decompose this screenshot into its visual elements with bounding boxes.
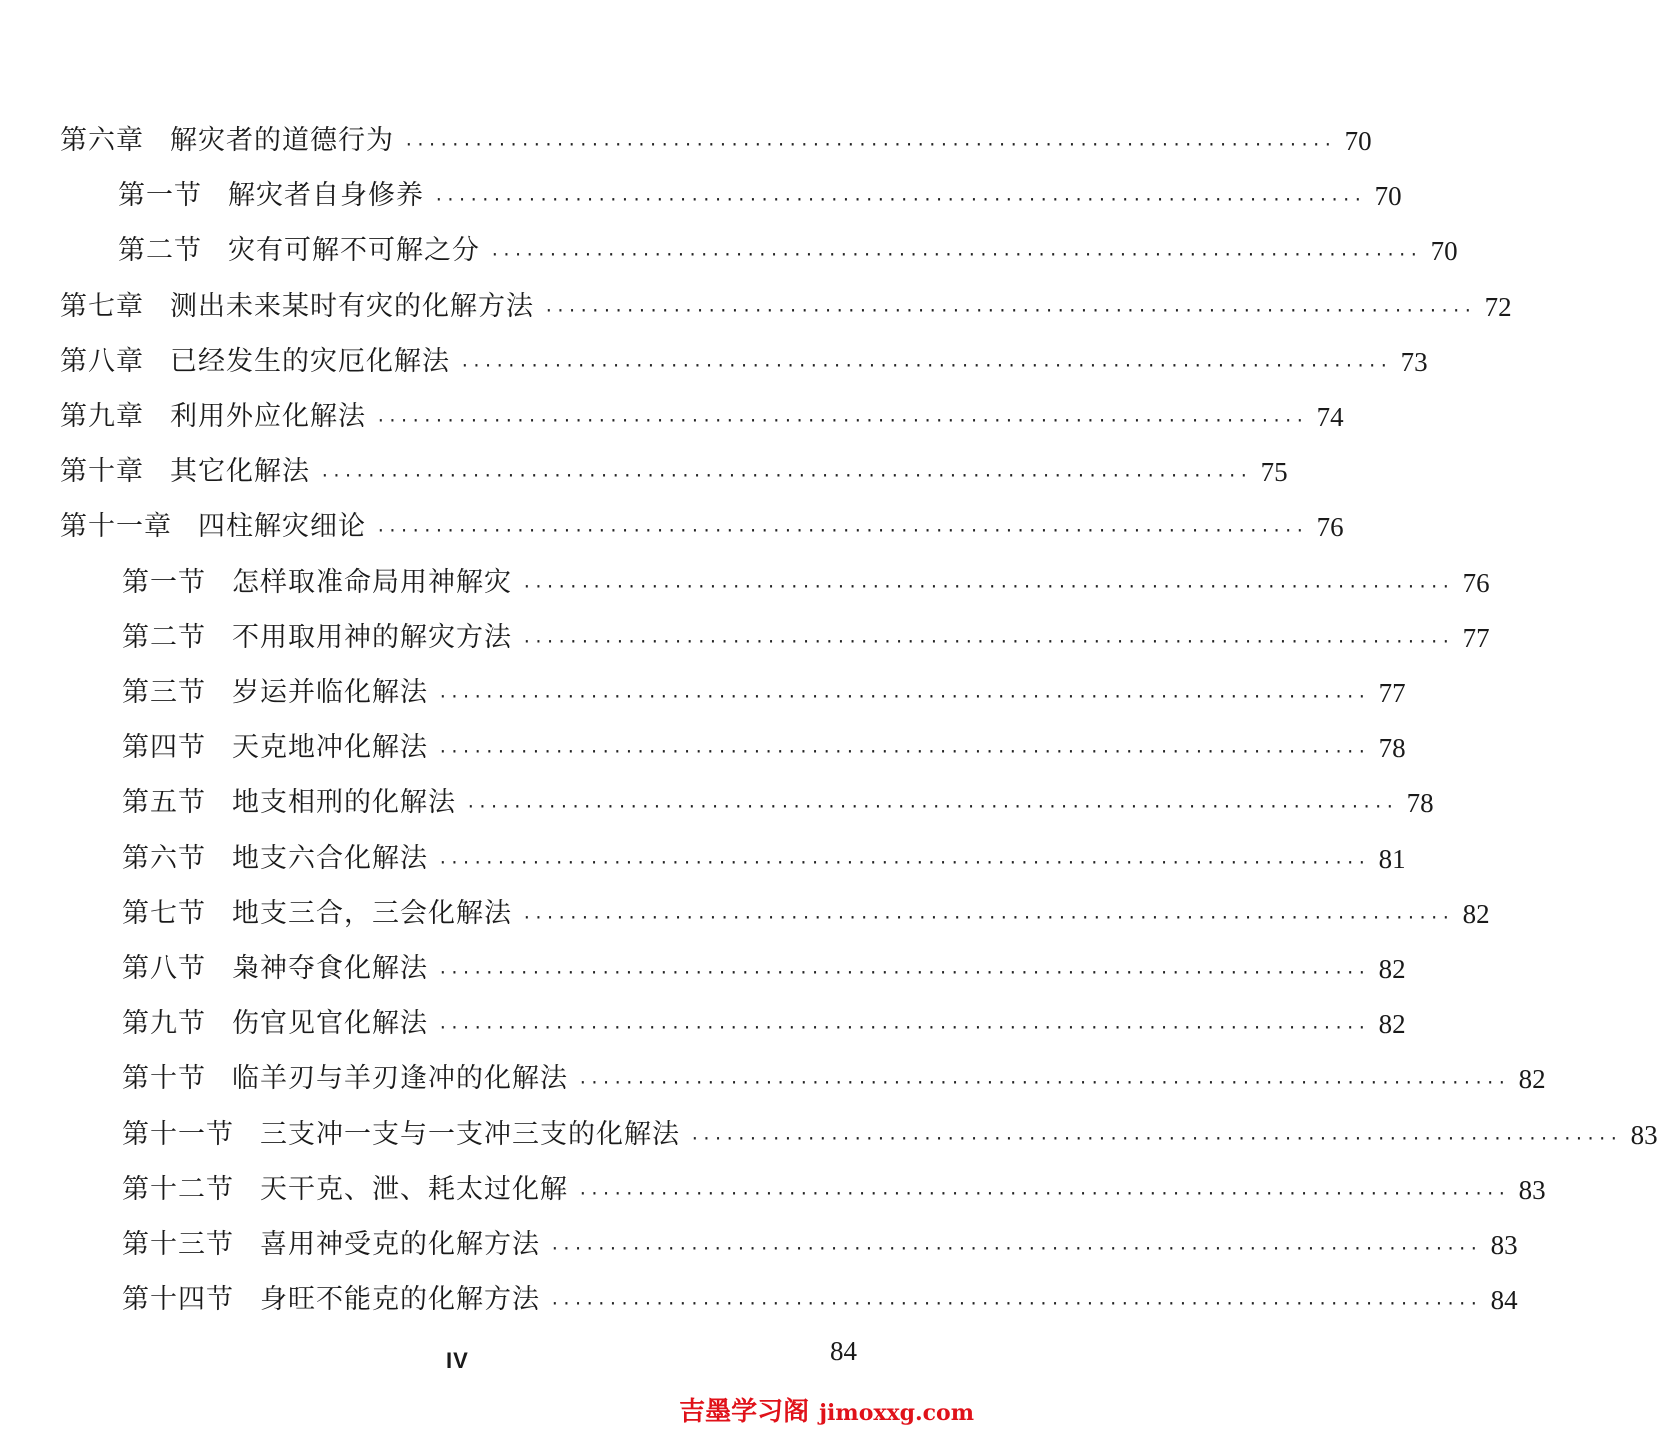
toc-dot-leader: ················································································ — [438, 687, 1369, 706]
toc-entry-page-number: 82 — [1378, 954, 1406, 984]
toc-entry-page-number: 77 — [1462, 623, 1490, 653]
toc-dot-leader: ················································································ — [320, 466, 1251, 485]
toc-chapter-entry — [60, 287, 1512, 327]
toc-entry-label: 第十三节 — [122, 1229, 234, 1260]
toc-entry-label: 第十章 — [60, 456, 144, 487]
toc-entry-title: 解灾者的道德行为 — [170, 125, 394, 156]
toc-entry-label: 第十二节 — [122, 1174, 234, 1205]
toc-entry-label: 第八节 — [122, 953, 206, 984]
toc-dot-leader: ················································································ — [578, 1073, 1509, 1092]
toc-dot-leader: ················································································ — [376, 411, 1307, 430]
toc-section-entry — [118, 176, 1402, 216]
toc-entry-title: 临羊刃与羊刃逢冲的化解法 — [232, 1063, 568, 1094]
toc-entry-title: 喜用神受克的化解方法 — [260, 1229, 540, 1260]
toc-entry-title: 不用取用神的解灾方法 — [232, 622, 512, 653]
toc-dot-leader: ················································································ — [438, 742, 1369, 761]
watermark-url: jimoxxg.com — [819, 1400, 974, 1426]
toc-entry-title: 怎样取准命局用神解灾 — [232, 567, 512, 598]
toc-section-entry — [122, 949, 1406, 989]
toc-dot-leader: ················································································ — [466, 797, 1397, 816]
toc-dot-leader: ················································································ — [690, 1129, 1621, 1148]
toc-entry-page-number: 76 — [1316, 512, 1344, 542]
toc-section-entry — [122, 1115, 1658, 1155]
toc-chapter-entry — [60, 121, 1372, 161]
toc-entry-page-number: 78 — [1406, 788, 1434, 818]
toc-entry-label: 第九章 — [60, 401, 144, 432]
toc-chapter-entry — [60, 397, 1344, 437]
toc-entry-label: 第七节 — [122, 898, 206, 929]
page-footer-number: IV — [446, 1348, 469, 1373]
toc-entry-label: 第二节 — [122, 622, 206, 653]
toc-entry-title: 利用外应化解法 — [170, 401, 366, 432]
toc-section-entry — [122, 563, 1490, 603]
toc-dot-leader: ················································································ — [522, 632, 1453, 651]
toc-dot-leader: ················································································ — [490, 245, 1421, 264]
toc-entry-title: 地支相刑的化解法 — [232, 787, 456, 818]
toc-entry-page-number: 82 — [1518, 1064, 1546, 1094]
toc-entry-page-number: 81 — [1378, 844, 1406, 874]
toc-dot-leader: ················································································ — [522, 908, 1453, 927]
toc-section-entry — [122, 1280, 1518, 1320]
toc-entry-label: 第六章 — [60, 125, 144, 156]
toc-chapter-entry — [60, 342, 1428, 382]
toc-entry-page-number: 73 — [1400, 347, 1428, 377]
toc-entry-title: 解灾者自身修养 — [228, 180, 424, 211]
toc-entry-title: 地支三合，三会化解法 — [232, 898, 512, 929]
toc-dot-leader: ················································································ — [376, 521, 1307, 540]
toc-entry-page-number: 83 — [1490, 1230, 1518, 1260]
toc-section-entry — [122, 673, 1406, 713]
toc-entry-page-number: 84 — [1490, 1285, 1518, 1315]
toc-entry-title: 测出未来某时有灾的化解方法 — [170, 291, 534, 322]
toc-dot-leader: ················································································ — [578, 1184, 1509, 1203]
toc-section-entry — [122, 728, 1406, 768]
watermark-site-name: 吉墨学习阁 — [679, 1397, 810, 1427]
toc-entry-title: 枭神夺食化解法 — [232, 953, 428, 984]
toc-entry-label: 第十四节 — [122, 1284, 234, 1315]
toc-section-entry — [122, 839, 1406, 879]
toc-entry-page-number: 77 — [1378, 678, 1406, 708]
toc-section-entry — [122, 1059, 1546, 1099]
toc-entry-label: 第八章 — [60, 346, 144, 377]
toc-section-entry — [122, 783, 1434, 823]
toc-chapter-entry — [60, 507, 1344, 547]
toc-dot-leader: ················································································ — [434, 190, 1365, 209]
toc-entry-label: 第二节 — [118, 235, 202, 266]
toc-section-entry — [122, 1225, 1518, 1265]
toc-entry-title: 天克地冲化解法 — [232, 732, 428, 763]
toc-entry-label: 第三节 — [122, 677, 206, 708]
toc-section-entry — [122, 618, 1490, 658]
toc-dot-leader: ················································································ — [438, 963, 1369, 982]
extra-page-number: 84 — [830, 1336, 857, 1366]
toc-entry-label: 第一节 — [118, 180, 202, 211]
toc-entry-label: 第十节 — [122, 1063, 206, 1094]
toc-entry-page-number: 72 — [1484, 292, 1512, 322]
toc-entry-label: 第一节 — [122, 567, 206, 598]
toc-entry-label: 第十一章 — [60, 511, 172, 542]
toc-entry-page-number: 70 — [1430, 236, 1458, 266]
toc-entry-page-number: 74 — [1316, 402, 1344, 432]
toc-section-entry — [118, 231, 1458, 271]
toc-entry-title: 地支六合化解法 — [232, 843, 428, 874]
toc-entry-page-number: 78 — [1378, 733, 1406, 763]
toc-dot-leader: ················································································ — [522, 577, 1453, 596]
toc-entry-page-number: 70 — [1374, 181, 1402, 211]
toc-dot-leader: ················································································ — [404, 135, 1335, 154]
toc-entry-title: 三支冲一支与一支冲三支的化解法 — [260, 1119, 680, 1150]
toc-dot-leader: ················································································ — [438, 1018, 1369, 1037]
toc-entry-title: 四柱解灾细论 — [198, 511, 366, 542]
toc-entry-label: 第十一节 — [122, 1119, 234, 1150]
toc-entry-page-number: 82 — [1378, 1009, 1406, 1039]
toc-dot-leader: ················································································ — [460, 356, 1391, 375]
toc-section-entry — [122, 1170, 1546, 1210]
toc-entry-page-number: 82 — [1462, 899, 1490, 929]
toc-entry-title: 身旺不能克的化解方法 — [260, 1284, 540, 1315]
toc-entry-title: 天干克、泄、耗太过化解 — [260, 1174, 568, 1205]
toc-entry-label: 第九节 — [122, 1008, 206, 1039]
toc-entry-label: 第六节 — [122, 843, 206, 874]
toc-section-entry — [122, 894, 1490, 934]
toc-entry-title: 伤官见官化解法 — [232, 1008, 428, 1039]
toc-entry-page-number: 83 — [1518, 1175, 1546, 1205]
watermark — [679, 1391, 974, 1428]
toc-dot-leader: ················································································ — [550, 1294, 1481, 1313]
toc-entry-page-number: 76 — [1462, 568, 1490, 598]
toc-entry-label: 第五节 — [122, 787, 206, 818]
toc-dot-leader: ················································································ — [550, 1239, 1481, 1258]
toc-dot-leader: ················································································ — [438, 853, 1369, 872]
toc-entry-page-number: 75 — [1260, 457, 1288, 487]
toc-entry-title: 已经发生的灾厄化解法 — [170, 346, 450, 377]
toc-entry-page-number: 83 — [1630, 1120, 1658, 1150]
toc-chapter-entry — [60, 452, 1288, 492]
toc-section-entry — [122, 1004, 1406, 1044]
toc-entry-label: 第七章 — [60, 291, 144, 322]
toc-entry-title: 其它化解法 — [170, 456, 310, 487]
toc-entry-page-number: 70 — [1344, 126, 1372, 156]
toc-entry-title: 灾有可解不可解之分 — [228, 235, 480, 266]
toc-dot-leader: ················································································ — [544, 301, 1475, 320]
toc-entry-label: 第四节 — [122, 732, 206, 763]
toc-entry-title: 岁运并临化解法 — [232, 677, 428, 708]
